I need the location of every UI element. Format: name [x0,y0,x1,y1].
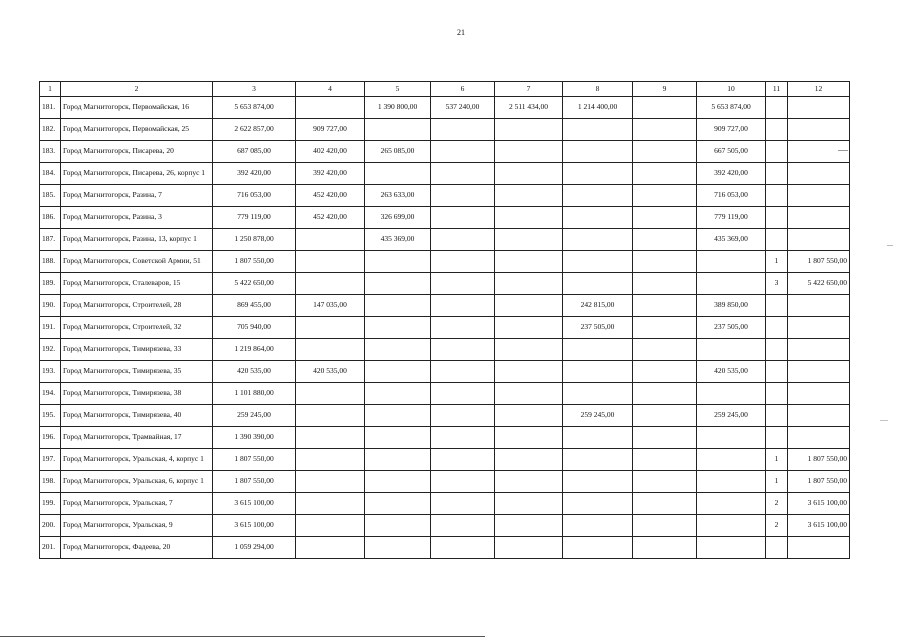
amount-cell [495,361,563,383]
amount-cell [296,251,365,273]
amount-cell [633,185,697,207]
column-header: 5 [365,82,431,97]
scan-mark [887,245,893,246]
amount-cell: 452 420,00 [296,185,365,207]
amount-cell: 5 653 874,00 [697,97,766,119]
amount-cell [563,251,633,273]
table-row [40,251,850,273]
count-cell: 2 [766,493,788,515]
amount-cell [633,229,697,251]
amount-cell [788,427,850,449]
amount-cell [296,427,365,449]
column-header: 7 [495,82,563,97]
count-cell [766,339,788,361]
amount-cell [365,493,431,515]
amount-cell: 259 245,00 [697,405,766,427]
amount-cell: 392 420,00 [697,163,766,185]
scan-mark [838,150,848,151]
amount-cell: 237 505,00 [697,317,766,339]
row-number: 194. [40,383,61,405]
amount-cell: 3 615 100,00 [788,515,850,537]
amount-cell [633,361,697,383]
count-cell [766,427,788,449]
column-header: 11 [766,82,788,97]
amount-cell [365,515,431,537]
amount-cell [563,339,633,361]
row-number: 197. [40,449,61,471]
row-number: 187. [40,229,61,251]
amount-cell [633,119,697,141]
amount-cell [431,383,495,405]
amount-cell [563,361,633,383]
amount-cell [633,471,697,493]
amount-cell [495,339,563,361]
amount-cell: 435 369,00 [365,229,431,251]
amount-cell [788,229,850,251]
amount-cell [296,405,365,427]
amount-cell: 389 850,00 [697,295,766,317]
amount-cell [633,295,697,317]
address-cell: Город Магнитогорск, Советской Армии, 51 [61,251,213,273]
table-row [40,471,850,493]
row-number: 183. [40,141,61,163]
address-cell: Город Магнитогорск, Трамвайная, 17 [61,427,213,449]
amount-cell [431,339,495,361]
amount-cell: 452 420,00 [296,207,365,229]
amount-cell: 392 420,00 [296,163,365,185]
count-cell: 2 [766,515,788,537]
amount-cell [431,515,495,537]
amount-cell [633,141,697,163]
amount-cell [788,295,850,317]
amount-cell: 420 535,00 [213,361,296,383]
amount-cell [495,229,563,251]
count-cell [766,119,788,141]
amount-cell [563,141,633,163]
amount-cell: 716 053,00 [213,185,296,207]
bottom-edge-line [0,636,485,637]
amount-cell [296,471,365,493]
row-number: 189. [40,273,61,295]
row-number: 186. [40,207,61,229]
amount-cell [296,229,365,251]
amount-cell [365,361,431,383]
amount-cell [495,251,563,273]
address-cell: Город Магнитогорск, Сталеваров, 15 [61,273,213,295]
amount-cell [788,185,850,207]
amount-cell: 3 615 100,00 [788,493,850,515]
amount-cell: 420 535,00 [697,361,766,383]
amount-cell [431,317,495,339]
amount-cell [495,405,563,427]
amount-cell [296,383,365,405]
amount-cell [365,339,431,361]
amount-cell [633,207,697,229]
count-cell: 3 [766,273,788,295]
address-cell: Город Магнитогорск, Тимирязева, 40 [61,405,213,427]
table-row [40,339,850,361]
row-number: 181. [40,97,61,119]
amount-cell: 687 085,00 [213,141,296,163]
amount-cell [431,141,495,163]
table-row [40,295,850,317]
address-cell: Город Магнитогорск, Строителей, 32 [61,317,213,339]
count-cell [766,295,788,317]
amount-cell: 237 505,00 [563,317,633,339]
amount-cell [431,185,495,207]
table-row [40,229,850,251]
count-cell [766,163,788,185]
amount-cell [495,273,563,295]
amount-cell [788,383,850,405]
count-cell [766,383,788,405]
amount-cell [495,427,563,449]
row-number: 198. [40,471,61,493]
amount-cell: 2 511 434,00 [495,97,563,119]
amount-cell [365,405,431,427]
amount-cell: 1 390 800,00 [365,97,431,119]
amount-cell [431,251,495,273]
count-cell [766,97,788,119]
address-cell: Город Магнитогорск, Строителей, 28 [61,295,213,317]
amount-cell: 1 807 550,00 [213,449,296,471]
amount-cell [697,427,766,449]
amount-cell [365,537,431,559]
amount-cell: 1 807 550,00 [788,251,850,273]
amount-cell [563,185,633,207]
amount-cell [788,97,850,119]
column-header: 2 [61,82,213,97]
amount-cell [365,383,431,405]
amount-cell [788,207,850,229]
row-number: 185. [40,185,61,207]
row-number: 195. [40,405,61,427]
table-row [40,163,850,185]
amount-cell [633,163,697,185]
amount-cell: 5 422 650,00 [213,273,296,295]
count-cell [766,317,788,339]
table-row [40,97,850,119]
amount-cell [788,163,850,185]
amount-cell [365,449,431,471]
amount-cell [495,493,563,515]
amount-cell: 5 422 650,00 [788,273,850,295]
amount-cell [296,273,365,295]
amount-cell [697,449,766,471]
amount-cell [633,405,697,427]
amount-cell: 2 622 857,00 [213,119,296,141]
amount-cell [563,471,633,493]
amount-cell [365,471,431,493]
amount-cell [697,471,766,493]
amount-cell [495,515,563,537]
amount-cell: 1 214 400,00 [563,97,633,119]
amount-cell [697,493,766,515]
amount-cell [563,515,633,537]
amount-cell [431,273,495,295]
amount-cell [788,317,850,339]
amount-cell [633,383,697,405]
amount-cell [365,317,431,339]
amount-cell: 1 250 878,00 [213,229,296,251]
amount-cell [495,449,563,471]
amount-cell [495,141,563,163]
amount-cell: 242 815,00 [563,295,633,317]
amount-cell [563,383,633,405]
amount-cell [365,163,431,185]
amount-cell [365,295,431,317]
amount-cell [633,427,697,449]
amount-cell [431,207,495,229]
amount-cell [633,339,697,361]
amount-cell [633,251,697,273]
row-number: 188. [40,251,61,273]
amount-cell: 1 219 864,00 [213,339,296,361]
table-row [40,185,850,207]
table-row [40,207,850,229]
address-cell: Город Магнитогорск, Разина, 7 [61,185,213,207]
amount-cell [563,119,633,141]
count-cell [766,405,788,427]
row-number: 184. [40,163,61,185]
table-row [40,361,850,383]
amount-cell: 147 035,00 [296,295,365,317]
amount-cell: 265 085,00 [365,141,431,163]
amount-cell: 716 053,00 [697,185,766,207]
address-cell: Город Магнитогорск, Уральская, 7 [61,493,213,515]
amount-cell [431,471,495,493]
amount-cell: 1 059 294,00 [213,537,296,559]
scan-mark [880,420,888,421]
amount-cell: 909 727,00 [296,119,365,141]
amount-cell [697,383,766,405]
amount-cell [788,119,850,141]
amount-cell: 435 369,00 [697,229,766,251]
amount-cell [563,493,633,515]
amount-cell [431,427,495,449]
amount-cell [633,97,697,119]
amount-cell [365,119,431,141]
amount-cell: 1 807 550,00 [788,449,850,471]
amount-cell [365,251,431,273]
row-number: 193. [40,361,61,383]
amount-cell [633,449,697,471]
amount-cell [633,537,697,559]
column-header: 4 [296,82,365,97]
table-row [40,427,850,449]
amount-cell [296,537,365,559]
row-number: 190. [40,295,61,317]
amount-cell [431,361,495,383]
column-header: 10 [697,82,766,97]
address-cell: Город Магнитогорск, Тимирязева, 33 [61,339,213,361]
amount-cell: 1 807 550,00 [213,251,296,273]
amount-cell [495,163,563,185]
count-cell [766,361,788,383]
table-row [40,515,850,537]
amount-cell: 1 807 550,00 [788,471,850,493]
amount-cell [296,317,365,339]
count-cell [766,537,788,559]
amount-cell [296,493,365,515]
amount-cell [296,449,365,471]
amount-cell [431,295,495,317]
amount-cell [495,383,563,405]
column-header: 12 [788,82,850,97]
count-cell: 1 [766,251,788,273]
amount-cell [697,273,766,295]
amount-cell [563,273,633,295]
amount-cell [788,141,850,163]
address-cell: Город Магнитогорск, Первомайская, 16 [61,97,213,119]
amount-cell: 779 119,00 [213,207,296,229]
amount-cell [431,449,495,471]
amount-cell [365,273,431,295]
amount-cell [788,339,850,361]
amount-cell: 259 245,00 [563,405,633,427]
amount-cell [697,537,766,559]
amount-cell [697,339,766,361]
amount-cell [563,163,633,185]
address-cell: Город Магнитогорск, Уральская, 6, корпус 1 [61,471,213,493]
column-header: 8 [563,82,633,97]
address-cell: Город Магнитогорск, Тимирязева, 38 [61,383,213,405]
amount-cell [296,97,365,119]
row-number: 196. [40,427,61,449]
column-header: 6 [431,82,495,97]
table-row [40,141,850,163]
amount-cell: 909 727,00 [697,119,766,141]
amount-cell: 5 653 874,00 [213,97,296,119]
amount-cell [495,537,563,559]
amount-cell [563,449,633,471]
amount-cell [633,515,697,537]
header-row [40,82,850,97]
address-cell: Город Магнитогорск, Уральская, 4, корпус 1 [61,449,213,471]
amount-cell [431,163,495,185]
column-header: 9 [633,82,697,97]
amount-cell: 1 390 390,00 [213,427,296,449]
table-row [40,273,850,295]
address-cell: Город Магнитогорск, Разина, 3 [61,207,213,229]
amount-cell: 3 615 100,00 [213,493,296,515]
amount-cell [697,515,766,537]
amount-cell [296,339,365,361]
row-number: 201. [40,537,61,559]
count-cell [766,141,788,163]
amount-cell [788,361,850,383]
amount-cell: 537 240,00 [431,97,495,119]
amount-cell [431,405,495,427]
table-row [40,493,850,515]
amount-cell: 3 615 100,00 [213,515,296,537]
amount-cell: 392 420,00 [213,163,296,185]
amount-cell [697,251,766,273]
count-cell [766,229,788,251]
register-table [39,81,850,559]
amount-cell: 1 101 880,00 [213,383,296,405]
table-row [40,405,850,427]
count-cell: 1 [766,471,788,493]
amount-cell [633,273,697,295]
amount-cell: 667 505,00 [697,141,766,163]
amount-cell [633,493,697,515]
amount-cell [788,405,850,427]
amount-cell [495,185,563,207]
table-row [40,383,850,405]
address-cell: Город Магнитогорск, Разина, 13, корпус 1 [61,229,213,251]
column-header: 1 [40,82,61,97]
amount-cell [431,119,495,141]
amount-cell [431,537,495,559]
table-row [40,119,850,141]
amount-cell [431,493,495,515]
amount-cell: 402 420,00 [296,141,365,163]
count-cell [766,207,788,229]
count-cell [766,185,788,207]
amount-cell [296,515,365,537]
table-row [40,317,850,339]
amount-cell: 263 633,00 [365,185,431,207]
row-number: 200. [40,515,61,537]
amount-cell: 326 699,00 [365,207,431,229]
amount-cell [563,537,633,559]
address-cell: Город Магнитогорск, Писарева, 20 [61,141,213,163]
amount-cell [495,207,563,229]
amount-cell [365,427,431,449]
address-cell: Город Магнитогорск, Фадеева, 20 [61,537,213,559]
amount-cell [633,317,697,339]
column-header: 3 [213,82,296,97]
address-cell: Город Магнитогорск, Уральская, 9 [61,515,213,537]
address-cell: Город Магнитогорск, Тимирязева, 35 [61,361,213,383]
amount-cell [563,207,633,229]
row-number: 182. [40,119,61,141]
count-cell: 1 [766,449,788,471]
amount-cell [495,471,563,493]
amount-cell [788,537,850,559]
amount-cell [495,119,563,141]
address-cell: Город Магнитогорск, Писарева, 26, корпус 1 [61,163,213,185]
row-number: 191. [40,317,61,339]
address-cell: Город Магнитогорск, Первомайская, 25 [61,119,213,141]
row-number: 199. [40,493,61,515]
amount-cell [563,229,633,251]
amount-cell: 259 245,00 [213,405,296,427]
amount-cell: 705 940,00 [213,317,296,339]
row-number: 192. [40,339,61,361]
page-number: 21 [457,28,465,37]
amount-cell [495,295,563,317]
amount-cell [563,427,633,449]
amount-cell: 420 535,00 [296,361,365,383]
amount-cell [431,229,495,251]
table-row [40,449,850,471]
table-row [40,537,850,559]
amount-cell: 869 455,00 [213,295,296,317]
amount-cell: 779 119,00 [697,207,766,229]
amount-cell: 1 807 550,00 [213,471,296,493]
amount-cell [495,317,563,339]
